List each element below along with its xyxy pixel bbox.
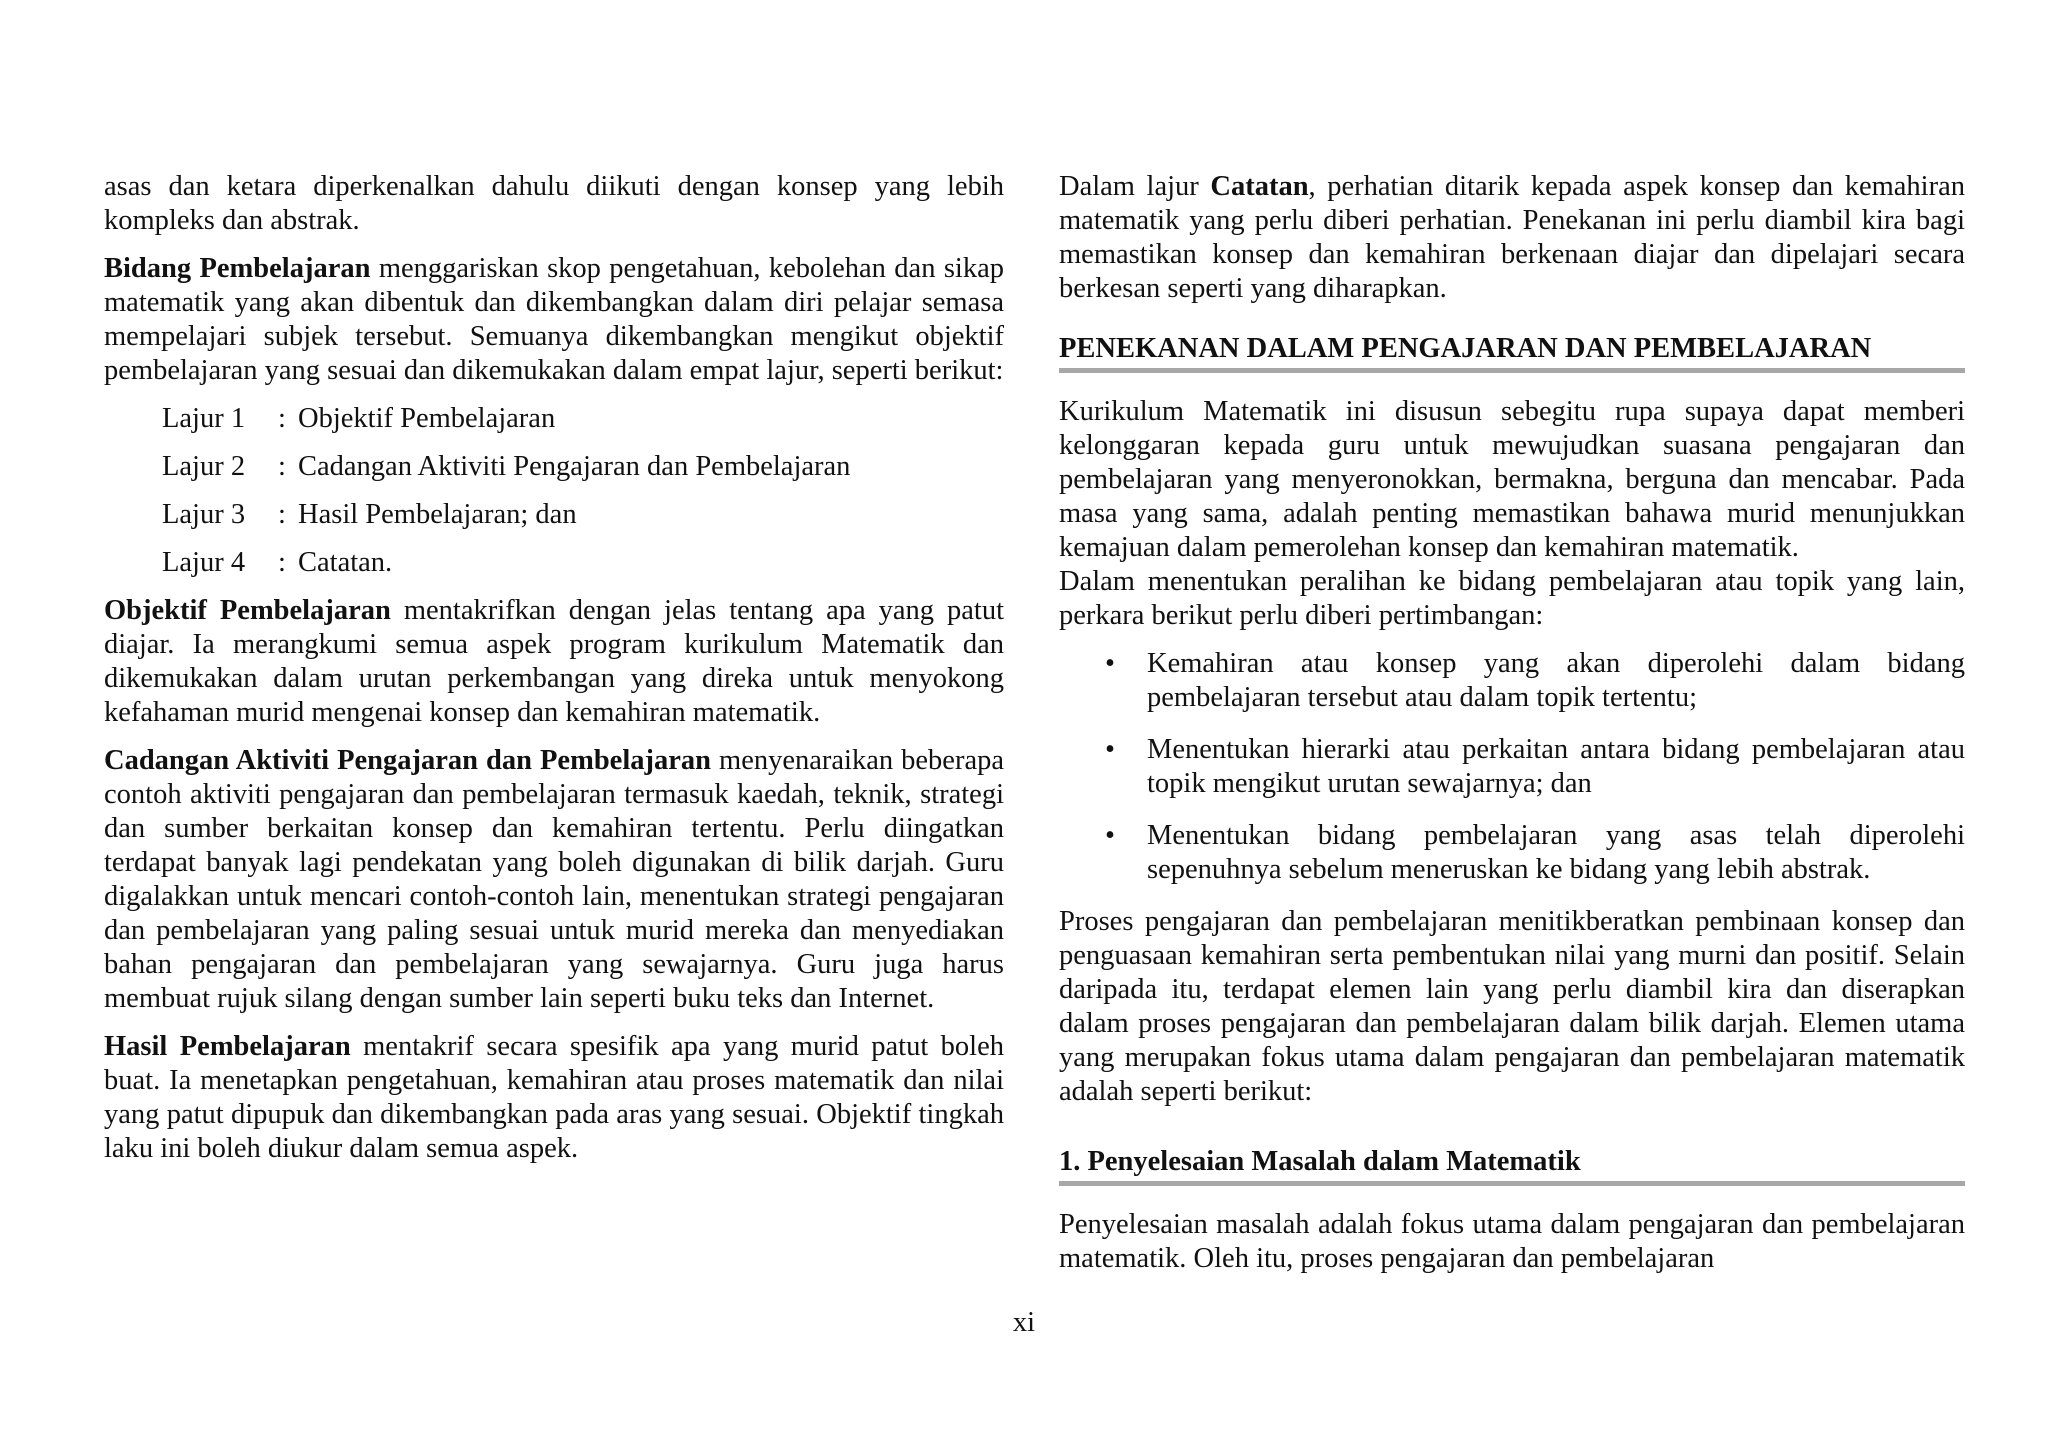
section-heading-penekanan: PENEKANAN DALAM PENGAJARAN DAN PEMBELAJARAN (1059, 332, 1965, 373)
lajur-text: Objektif Pembelajaran (298, 403, 556, 434)
paragraph-proses: Proses pengajaran dan pembelajaran menitikberatkan pembinaan konsep dan penguasaan kemahiran serta pembentukan nilai yang murni dan positif. Selain daripada itu, terdapat elemen lain yang perlu diambil kira dan diserapkan dalam proses pengajaran dan pembelajaran dalam bilik darjah. Elemen utama yang merupakan fokus utama dalam pengajaran dan pembelajaran matematik adalah seperti berikut: (1059, 906, 1965, 1107)
paragraph-intro: asas dan ketara diperkenalkan dahulu diikuti dengan konsep yang lebih kompleks dan abstrak. (104, 171, 1004, 236)
paragraph-kurikulum: Kurikulum Matematik ini disusun sebegitu rupa supaya dapat memberi kelonggaran kepada guru untuk mewujudkan suasana pengajaran dan pembelajaran yang menyeronokkan, bermakna, berguna dan mencabar. Pada masa yang sama, adalah penting memastikan bahawa murid menunjukkan kemajuan dalam pemerolehan konsep dan kemahiran matematik. (1059, 396, 1965, 563)
bullet-text: Menentukan bidang pembelajaran yang asas telah diperolehi sepenuhnya sebelum meneruskan ke bidang yang lebih abstrak. (1147, 820, 1965, 885)
page-number: xi (1012, 1307, 1036, 1338)
term-hasil-pembelajaran: Hasil Pembelajaran (104, 1031, 351, 1062)
lajur-item (162, 450, 1004, 484)
lajur-label: Lajur 3 (162, 499, 246, 530)
section-heading-penyelesaian-masalah: 1. Penyelesaian Masalah dalam Matematik (1059, 1145, 1965, 1186)
bullet-list (1059, 647, 1965, 887)
lajur-label: Lajur 1 (162, 403, 246, 434)
bullet-icon: • (1105, 820, 1115, 851)
lajur-colon: : (278, 451, 286, 482)
lajur-colon: : (278, 403, 286, 434)
right-column (1059, 170, 1965, 1290)
term-bidang-pembelajaran: Bidang Pembelajaran (104, 253, 371, 284)
paragraph-text: mentakrif secara spesifik apa yang murid patut boleh buat. Ia menetapkan pengetahuan, kemahiran atau proses matematik dan nilai yang patut dipupuk dan dikembangkan pada aras yang sesuai. Objektif tingkah laku ini boleh diukur dalam semua aspek. (104, 1031, 1004, 1164)
bullet-item (1059, 733, 1965, 801)
paragraph-text: menyenaraikan beberapa contoh aktiviti pengajaran dan pembelajaran termasuk kaedah, teknik, strategi dan sumber berkaitan konsep dan kemahiran tertentu. Perlu diingatkan terdapat banyak lagi pendekatan yang boleh digunakan di bilik darjah. Guru digalakkan untuk mencari contoh-contoh lain, menentukan strategi pengajaran dan pembelajaran yang paling sesuai untuk murid mereka dan menyediakan bahan pengajaran dan pembelajaran yang sewajarnya. Guru juga harus membuat rujuk silang dengan sumber lain seperti buku teks dan Internet. (104, 745, 1004, 1014)
paragraph-text: menggariskan skop pengetahuan, kebolehan dan sikap matematik yang akan dibentuk dan dikembangkan dalam diri pelajar semasa mempelajari subjek tersebut. Semuanya dikembangkan mengikut objektif pembelajaran yang sesuai dan dikemukakan dalam empat lajur, seperti berikut: (104, 253, 1004, 386)
paragraph-catatan (1059, 170, 1965, 306)
paragraph-text: , perhatian ditarik kepada aspek konsep dan kemahiran matematik yang perlu diberi perhatian. Penekanan ini perlu diambil kira bagi memastikan konsep dan kemahiran berkenaan diajar dan dipelajari secara berkesan seperti yang diharapkan. (1059, 171, 1965, 304)
left-column (104, 170, 1004, 1180)
paragraph-objektif-pembelajaran (104, 594, 1004, 730)
bullet-icon: • (1105, 734, 1115, 765)
lajur-text: Cadangan Aktiviti Pengajaran dan Pembelajaran (298, 451, 851, 482)
paragraph-hasil-pembelajaran (104, 1030, 1004, 1166)
paragraph-peralihan: Dalam menentukan peralihan ke bidang pembelajaran atau topik yang lain, perkara berikut perlu diberi pertimbangan: (1059, 566, 1965, 631)
term-cadangan-aktiviti: Cadangan Aktiviti Pengajaran dan Pembelajaran (104, 745, 711, 776)
lajur-label: Lajur 2 (162, 451, 246, 482)
paragraph-penyelesaian-masalah: Penyelesaian masalah adalah fokus utama dalam pengajaran dan pembelajaran matematik. Oleh itu, proses pengajaran dan pembelajaran (1059, 1209, 1965, 1274)
bullet-item (1059, 647, 1965, 715)
paragraph-cadangan-aktiviti (104, 744, 1004, 1016)
lajur-colon: : (278, 499, 286, 530)
term-catatan: Catatan (1210, 171, 1309, 202)
bullet-text: Menentukan hierarki atau perkaitan antara bidang pembelajaran atau topik mengikut urutan sewajarnya; dan (1147, 734, 1965, 799)
bullet-text: Kemahiran atau konsep yang akan diperolehi dalam bidang pembelajaran tersebut atau dalam topik tertentu; (1147, 648, 1965, 713)
bullet-icon: • (1105, 648, 1115, 679)
paragraph-text: Dalam lajur (1059, 171, 1211, 202)
lajur-item (162, 498, 1004, 532)
bullet-item (1059, 819, 1965, 887)
paragraph-text: mentakrifkan dengan jelas tentang apa yang patut diajar. Ia merangkumi semua aspek program kurikulum Matematik dan dikemukakan dalam urutan perkembangan yang direka untuk menyokong kefahaman murid mengenai konsep dan kemahiran matematik. (104, 595, 1004, 728)
lajur-text: Hasil Pembelajaran; dan (298, 499, 577, 530)
lajur-item (162, 546, 1004, 580)
lajur-list (104, 402, 1004, 580)
lajur-text: Catatan. (298, 547, 393, 578)
lajur-item (162, 402, 1004, 436)
term-objektif-pembelajaran: Objektif Pembelajaran (104, 595, 391, 626)
lajur-label: Lajur 4 (162, 547, 246, 578)
paragraph-bidang-pembelajaran (104, 252, 1004, 388)
lajur-colon: : (278, 547, 286, 578)
